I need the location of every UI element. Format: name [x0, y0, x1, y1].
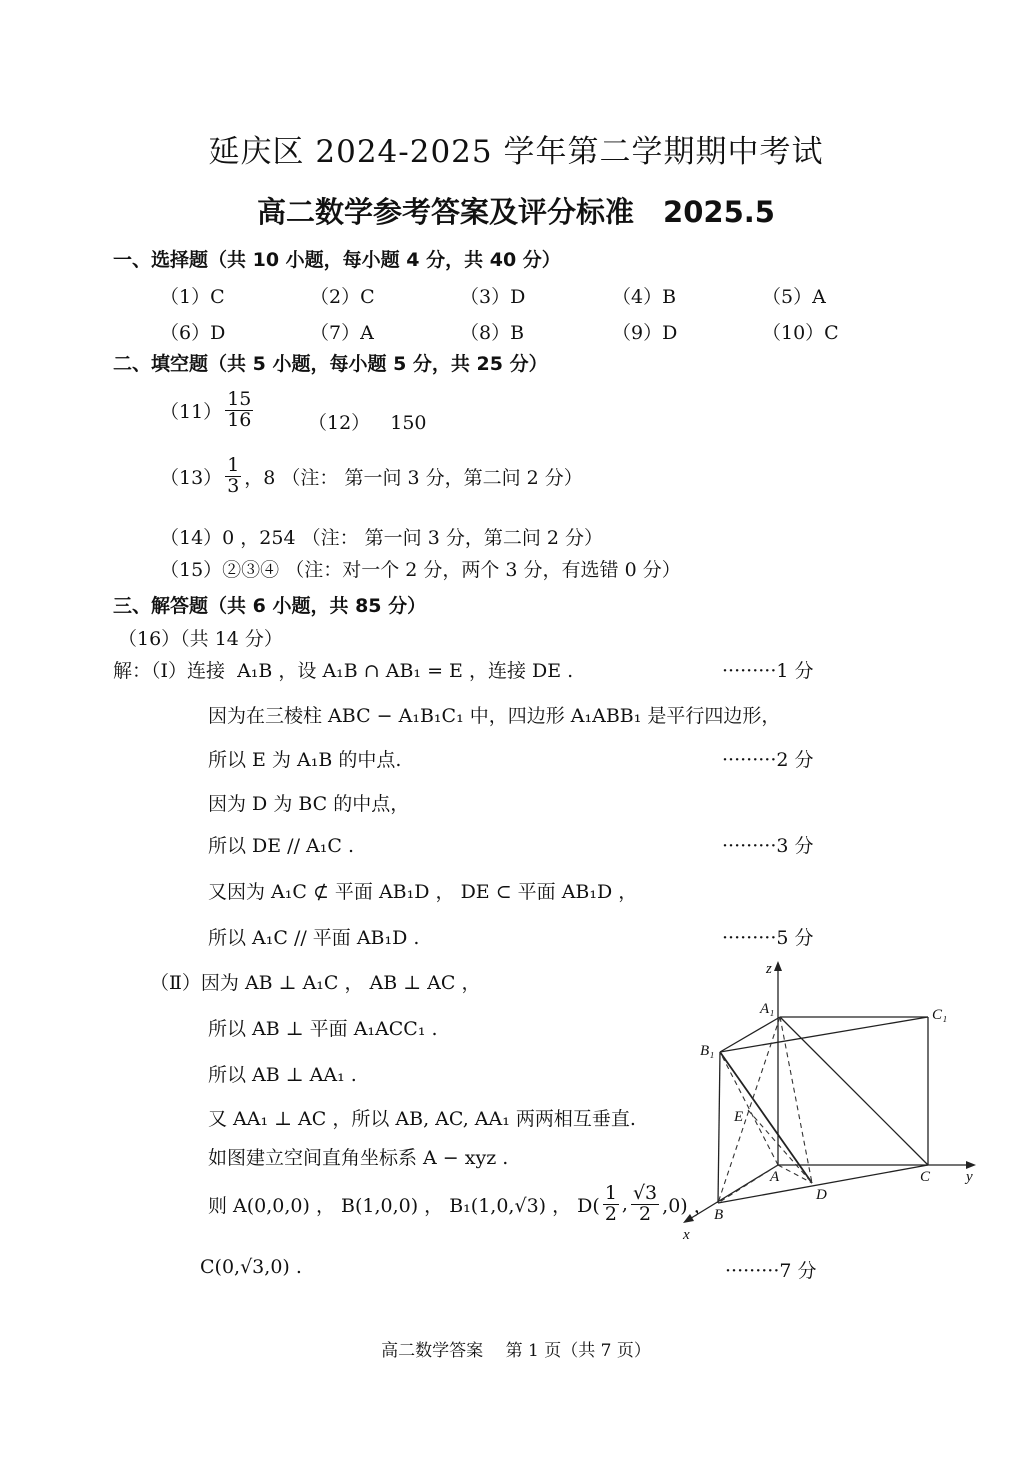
- q13-label: （13）: [160, 466, 223, 489]
- label-b: B: [714, 1207, 724, 1223]
- q11-denominator: 16: [227, 408, 252, 431]
- page-title: 延庆区 2024-2025 学年第二学期期中考试: [208, 134, 824, 170]
- label-z: z: [766, 961, 772, 977]
- prism-coordinate-figure: [670, 955, 990, 1250]
- label-c1: C₁: [932, 1007, 948, 1023]
- d-coord-fraction-2: [631, 1184, 659, 1225]
- answer-7: （7）A: [310, 322, 374, 344]
- solution-line-13-suffix: ,0) ，: [662, 1194, 713, 1217]
- x-axis: [688, 1165, 778, 1220]
- label-d: D: [816, 1187, 827, 1203]
- answer-1: （1）C: [160, 286, 225, 308]
- segment-ed-hidden: [748, 1110, 812, 1183]
- answer-4: （4）B: [612, 286, 677, 308]
- y-axis-arrow: [966, 1161, 976, 1169]
- solution-line-4: 因为 D 为 BC 的中点，: [208, 793, 410, 815]
- fill-answer-12: [308, 408, 427, 435]
- q11-numerator: 15: [227, 388, 252, 410]
- fill-answer-11: [160, 390, 256, 431]
- segment-a1c: [780, 1017, 928, 1165]
- q12-label: （12）: [308, 412, 371, 434]
- fill-answer-15: （15）②③④ （注：对一个 2 分，两个 3 分，有选错 0 分）: [160, 559, 681, 581]
- score-3: ·········3 分: [722, 835, 814, 857]
- answer-5: （5）A: [762, 286, 826, 308]
- score-4: ·········5 分: [722, 927, 814, 949]
- z-axis-arrow: [774, 961, 782, 971]
- fill-answer-14: （14）0 ，254 （注： 第一问 3 分，第二问 2 分）: [160, 527, 603, 549]
- solution-line-2: 因为在三棱柱 ABC − A₁B₁C₁ 中，四边形 A₁ABB₁ 是平行四边形，: [208, 705, 781, 727]
- q13-rest: ，8 （注： 第一问 3 分，第二问 2 分）: [244, 466, 583, 489]
- label-y: y: [966, 1169, 973, 1185]
- section1-heading: 一、选择题（共 10 小题，每小题 4 分，共 40 分）: [113, 249, 561, 271]
- segment-ad-hidden: [778, 1165, 812, 1183]
- answer-2: （2）C: [310, 286, 375, 308]
- solution-line-7: 所以 A₁C // 平面 AB₁D .: [208, 927, 420, 949]
- answer-8: （8）B: [460, 322, 525, 344]
- label-b1: B₁: [700, 1043, 715, 1059]
- score-2: ·········2 分: [722, 749, 814, 771]
- d-coord-fraction-1: [603, 1184, 619, 1225]
- solution-line-1-text: A₁B ，设 A₁B ∩ AB₁ = E ，连接 DE .: [237, 660, 574, 682]
- label-c: C: [920, 1169, 931, 1185]
- section2-heading: 二、填空题（共 5 小题，每小题 5 分，共 25 分）: [113, 353, 548, 375]
- solution-line-13-prefix: 则 A(0,0,0) ， B(1,0,0) ， B₁(1,0,√3) ， D(: [208, 1194, 600, 1217]
- segment-ab1-hidden: [720, 1052, 778, 1165]
- label-a: A: [770, 1169, 780, 1185]
- label-x: x: [683, 1227, 690, 1243]
- label-a1: A₁: [760, 1001, 775, 1017]
- solution-line-11: 又 AA₁ ⊥ AC ，所以 AB, AC, AA₁ 两两相互垂直.: [208, 1108, 636, 1130]
- solution-line-10: 所以 AB ⊥ AA₁ .: [208, 1064, 357, 1086]
- q11-fraction: [225, 390, 253, 431]
- d-frac2-den: 2: [639, 1202, 652, 1225]
- edge-b1b: [718, 1052, 720, 1203]
- answer-3: （3）D: [460, 286, 526, 308]
- segment-a1d-hidden: [780, 1017, 812, 1183]
- page-footer: 高二数学答案 第 1 页（共 7 页）: [381, 1341, 651, 1361]
- solution-line-13: 则 A(0,0,0) ， B(1,0,0) ， B₁(1,0,√3) ， D( $\frac{1}{2}$ , $\frac{√3}{2}$ ,0) ，: [208, 1182, 713, 1225]
- q13-denominator: 3: [227, 474, 240, 497]
- solution-line-8: （Ⅱ）因为 AB ⊥ A₁C ， AB ⊥ AC ，: [150, 972, 481, 994]
- answer-6: （6）D: [160, 322, 226, 344]
- solution-line-1: [113, 656, 573, 683]
- question-16-heading: （16）（共 14 分）: [118, 628, 283, 650]
- q13-fraction: [225, 456, 241, 497]
- x-axis-arrow: [683, 1214, 694, 1223]
- answer-9: （9）D: [612, 322, 678, 344]
- q13-numerator: 1: [227, 454, 240, 476]
- page-subtitle: 高二数学参考答案及评分标准 2025.5: [257, 195, 775, 229]
- solution-line-9: 所以 AB ⊥ 平面 A₁ACC₁ .: [208, 1018, 438, 1040]
- score-5: ·········7 分: [725, 1260, 817, 1282]
- d-frac2-num: √3: [632, 1182, 658, 1204]
- label-e: E: [734, 1109, 744, 1125]
- solution-line-14: C(0,√3,0) .: [200, 1256, 302, 1278]
- section3-heading: 三、解答题（共 6 小题，共 85 分）: [113, 595, 427, 617]
- score-1: ·········1 分: [722, 660, 814, 682]
- solution-line-1-prefix: 解：（Ⅰ）连接: [113, 660, 226, 682]
- solution-line-5: 所以 DE // A₁C .: [208, 835, 354, 857]
- solution-line-12: 如图建立空间直角坐标系 A − xyz .: [208, 1147, 509, 1169]
- d-frac1-num: 1: [604, 1182, 617, 1204]
- solution-line-6: 又因为 A₁C ⊄ 平面 AB₁D ， DE ⊂ 平面 AB₁D ，: [208, 881, 638, 903]
- d-frac1-den: 2: [604, 1202, 617, 1225]
- q11-label: （11）: [160, 400, 223, 423]
- answer-10: （10）C: [762, 322, 839, 344]
- fill-answer-13: [160, 456, 583, 497]
- q12-value: 150: [390, 412, 427, 434]
- solution-line-3: 所以 E 为 A₁B 的中点.: [208, 749, 402, 771]
